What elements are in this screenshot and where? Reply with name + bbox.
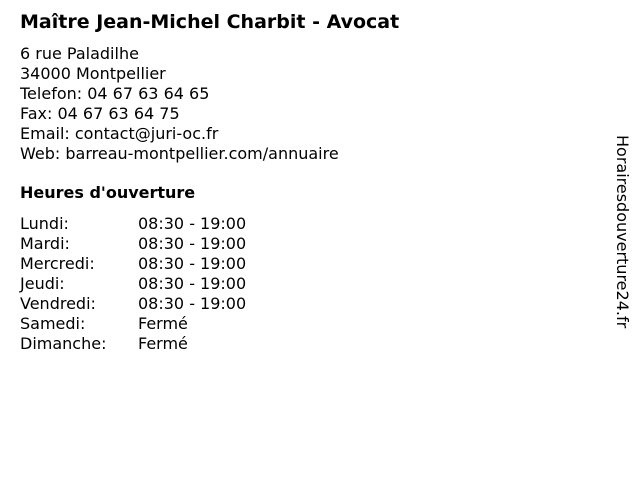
hours-row-tuesday	[20, 234, 246, 254]
business-title: Maître Jean-Michel Charbit - Avocat	[20, 11, 400, 33]
time-value: 08:30 - 19:00	[138, 254, 247, 273]
site-watermark: Horairesdouverture24.fr	[613, 135, 632, 329]
contact-info	[20, 44, 339, 164]
time-value: 08:30 - 19:00	[138, 234, 247, 253]
city-address: 34000 Montpellier	[20, 64, 166, 83]
time-value: Fermé	[138, 334, 188, 353]
day-label: Vendredi:	[20, 294, 96, 313]
time-value: Fermé	[138, 314, 188, 333]
day-label: Mercredi:	[20, 254, 95, 273]
time-value: 08:30 - 19:00	[138, 274, 247, 293]
hours-row-sunday	[20, 334, 246, 354]
fax-number: Fax: 04 67 63 64 75	[20, 104, 180, 123]
street-address: 6 rue Paladilhe	[20, 44, 139, 63]
email-address: Email: contact@juri-oc.fr	[20, 124, 219, 143]
day-label: Lundi:	[20, 214, 69, 233]
time-value: 08:30 - 19:00	[138, 294, 247, 313]
hours-row-saturday	[20, 314, 246, 334]
hours-row-friday	[20, 294, 246, 314]
hours-row-monday	[20, 214, 246, 234]
hours-heading: Heures d'ouverture	[20, 183, 196, 202]
day-label: Mardi:	[20, 234, 70, 253]
hours-row-wednesday	[20, 254, 246, 274]
opening-hours-table	[20, 214, 246, 354]
hours-row-thursday	[20, 274, 246, 294]
website: Web: barreau-montpellier.com/annuaire	[20, 144, 339, 163]
time-value: 08:30 - 19:00	[138, 214, 247, 233]
phone-number: Telefon: 04 67 63 64 65	[20, 84, 210, 103]
day-label: Dimanche:	[20, 334, 107, 353]
day-label: Jeudi:	[20, 274, 65, 293]
day-label: Samedi:	[20, 314, 86, 333]
